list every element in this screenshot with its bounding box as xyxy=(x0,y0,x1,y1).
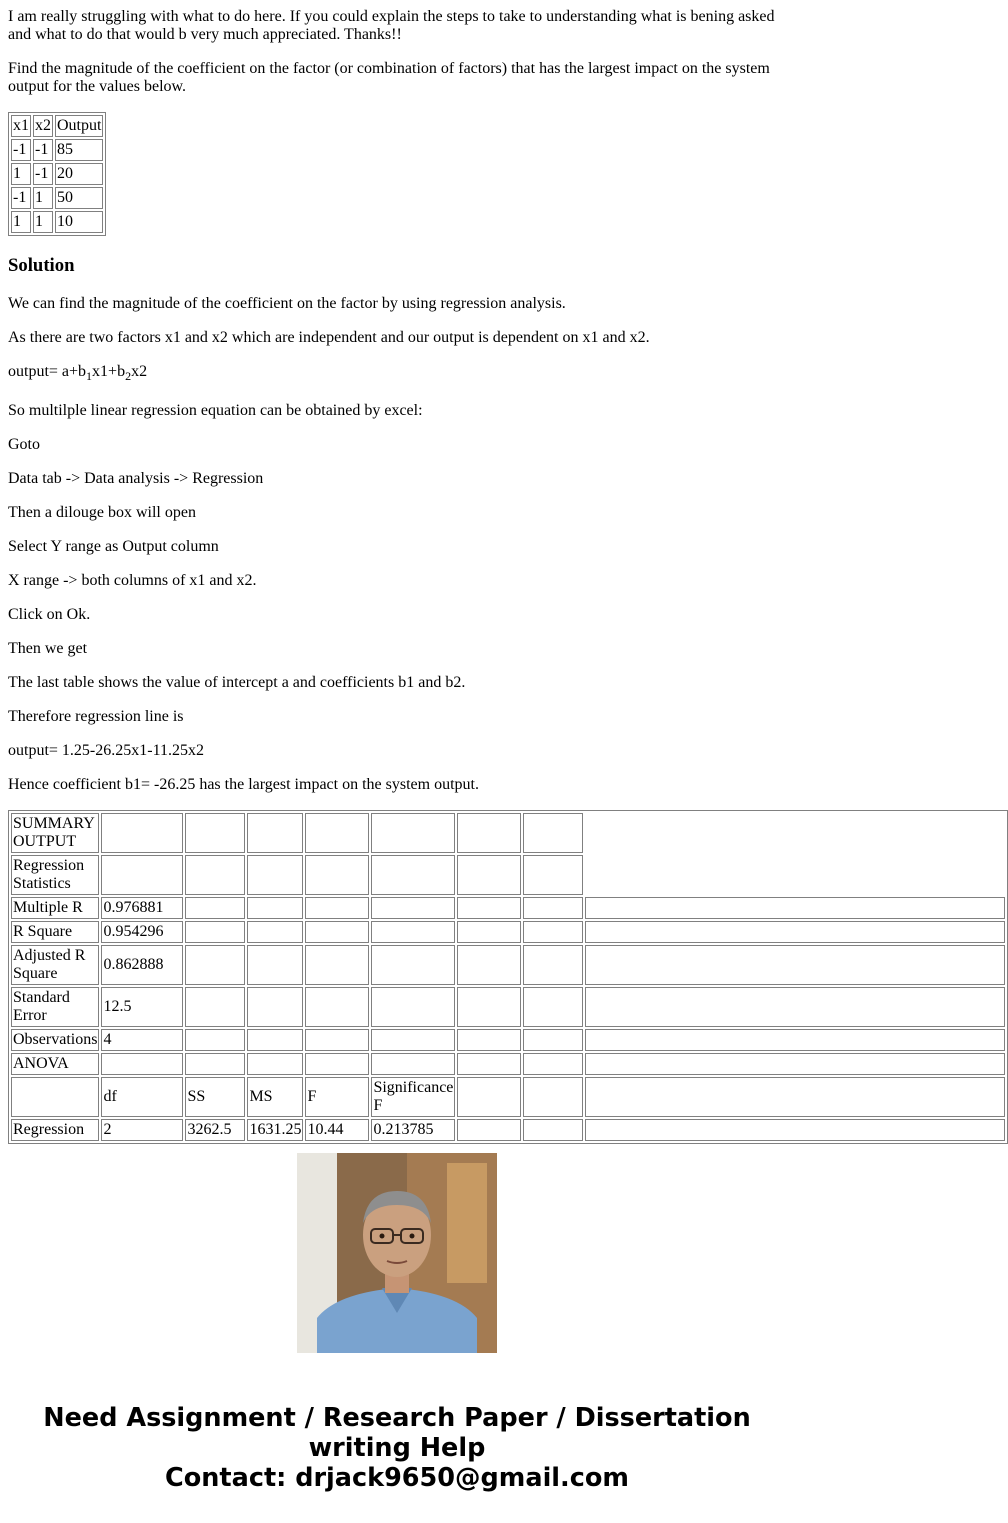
equation-part: x1+b xyxy=(92,363,126,380)
step-line: X range -> both columns of x1 and x2. xyxy=(8,572,257,589)
table-cell xyxy=(247,945,303,985)
anova-value: 1631.25 xyxy=(247,1119,303,1141)
stat-value: 4 xyxy=(101,1029,183,1051)
header-cell: Output xyxy=(55,115,103,137)
table-cell: -1 xyxy=(33,163,53,185)
summary-title: SUMMARY OUTPUT xyxy=(11,813,99,853)
step-line: Data tab -> Data analysis -> Regression xyxy=(8,470,264,487)
input-table xyxy=(8,112,106,236)
table-cell xyxy=(247,813,303,853)
table-row xyxy=(11,211,103,233)
header-cell: x2 xyxy=(33,115,53,137)
table-cell xyxy=(371,921,455,943)
table-cell xyxy=(371,1029,455,1051)
solution-heading: Solution xyxy=(8,255,75,276)
table-cell xyxy=(371,1053,455,1075)
step-line: Hence coefficient b1= -26.25 has the largest impact on the system output. xyxy=(8,776,479,793)
table-cell xyxy=(247,855,303,895)
table-cell xyxy=(585,945,1005,985)
footer-line: Need Assignment / Research Paper / Dissertation xyxy=(43,1403,751,1433)
table-cell: 1 xyxy=(11,163,31,185)
table-cell xyxy=(11,1077,99,1117)
table-header-row xyxy=(11,115,103,137)
table-row xyxy=(11,945,1005,985)
table-cell xyxy=(185,945,245,985)
table-cell: 20 xyxy=(55,163,103,185)
anova-header: SS xyxy=(185,1077,245,1117)
table-cell xyxy=(523,987,583,1027)
regression-equation xyxy=(8,363,148,384)
header-cell: x1 xyxy=(11,115,31,137)
table-row xyxy=(11,921,1005,943)
table-cell xyxy=(305,945,369,985)
table-cell xyxy=(371,987,455,1027)
table-cell xyxy=(305,1029,369,1051)
stat-label: R Square xyxy=(11,921,99,943)
table-cell xyxy=(523,1077,583,1117)
table-cell xyxy=(101,855,183,895)
table-cell xyxy=(305,855,369,895)
stat-label: Observations xyxy=(11,1029,99,1051)
footer-contact-email: Contact: drjack9650@gmail.com xyxy=(165,1463,629,1493)
table-cell xyxy=(101,1053,183,1075)
table-cell xyxy=(457,945,521,985)
table-row xyxy=(11,813,1005,853)
table-cell xyxy=(585,897,1005,919)
table-cell xyxy=(457,1119,521,1141)
table-row xyxy=(11,897,1005,919)
table-row xyxy=(11,1053,1005,1075)
table-cell xyxy=(305,813,369,853)
step-line: Therefore regression line is xyxy=(8,708,184,725)
stat-label: Standard Error xyxy=(11,987,99,1027)
equation-subscript: 1 xyxy=(86,369,93,384)
table-row xyxy=(11,855,1005,895)
table-cell: 1 xyxy=(11,211,31,233)
footer-contact xyxy=(0,1403,794,1493)
table-row xyxy=(11,163,103,185)
table-cell xyxy=(247,987,303,1027)
footer-line: writing Help xyxy=(308,1433,486,1463)
table-cell xyxy=(457,921,521,943)
table-cell xyxy=(585,813,1005,853)
table-cell xyxy=(305,1053,369,1075)
table-cell xyxy=(523,1119,583,1141)
step-line: output= 1.25-26.25x1-11.25x2 xyxy=(8,742,204,759)
table-cell xyxy=(305,897,369,919)
table-cell xyxy=(371,945,455,985)
table-cell xyxy=(585,921,1005,943)
table-cell xyxy=(247,897,303,919)
table-cell xyxy=(185,1029,245,1051)
anova-value: 10.44 xyxy=(305,1119,369,1141)
table-cell xyxy=(101,813,183,853)
table-cell: 1 xyxy=(33,187,53,209)
table-cell xyxy=(585,1119,1005,1141)
table-cell xyxy=(185,813,245,853)
step-line: Click on Ok. xyxy=(8,606,91,623)
question-intro: I am really struggling with what to do here. If you could explain the steps to take to understanding what is bening asked and what to do that would b very much appreciated. Thanks!! xyxy=(8,8,775,43)
table-row xyxy=(11,1077,1005,1117)
stat-label: Adjusted R Square xyxy=(11,945,99,985)
table-cell xyxy=(247,1029,303,1051)
anova-header: F xyxy=(305,1077,369,1117)
table-cell xyxy=(457,1053,521,1075)
equation-subscript: 2 xyxy=(125,369,132,384)
table-cell xyxy=(523,897,583,919)
solution-line: As there are two factors x1 and x2 which are independent and our output is dependent on x1 and x2. xyxy=(8,329,650,346)
table-cell xyxy=(457,813,521,853)
author-portrait-icon xyxy=(297,1153,497,1353)
table-cell xyxy=(457,855,521,895)
summary-output-table xyxy=(8,810,1008,1144)
table-cell xyxy=(585,1029,1005,1051)
anova-header: MS xyxy=(247,1077,303,1117)
anova-value: 2 xyxy=(101,1119,183,1141)
table-cell xyxy=(305,987,369,1027)
stat-label: Multiple R xyxy=(11,897,99,919)
stat-value: 0.862888 xyxy=(101,945,183,985)
stat-value: 0.976881 xyxy=(101,897,183,919)
summary-output-table-wrap xyxy=(8,810,794,1138)
table-row xyxy=(11,987,1005,1027)
anova-header: Significance F xyxy=(371,1077,455,1117)
step-line: Then a dilouge box will open xyxy=(8,504,196,521)
equation-part: output= a+b xyxy=(8,363,87,380)
equation-part: x2 xyxy=(131,363,148,380)
anova-value: 0.213785 xyxy=(371,1119,455,1141)
step-line: Goto xyxy=(8,436,40,453)
table-cell xyxy=(523,813,583,853)
table-cell xyxy=(371,855,455,895)
table-cell xyxy=(585,1053,1005,1075)
table-cell xyxy=(247,921,303,943)
table-row xyxy=(11,1029,1005,1051)
anova-row-label: Regression xyxy=(11,1119,99,1141)
table-cell: -1 xyxy=(11,187,31,209)
table-cell xyxy=(457,1029,521,1051)
anova-label: ANOVA xyxy=(11,1053,99,1075)
table-cell: 50 xyxy=(55,187,103,209)
table-cell xyxy=(523,855,583,895)
table-cell xyxy=(523,1053,583,1075)
question-task: Find the magnitude of the coefficient on the factor (or combination of factors) that has the largest impact on the system output for the values below. xyxy=(8,60,770,95)
table-cell xyxy=(523,945,583,985)
table-cell xyxy=(457,1077,521,1117)
table-cell xyxy=(457,987,521,1027)
table-cell xyxy=(523,1029,583,1051)
table-cell xyxy=(185,897,245,919)
stat-value: 0.954296 xyxy=(101,921,183,943)
step-line: The last table shows the value of intercept a and coefficients b1 and b2. xyxy=(8,674,466,691)
table-row xyxy=(11,139,103,161)
table-cell xyxy=(585,987,1005,1027)
table-cell xyxy=(247,1053,303,1075)
step-line: Then we get xyxy=(8,640,88,657)
table-cell xyxy=(185,855,245,895)
table-row xyxy=(11,1119,1005,1141)
author-avatar xyxy=(297,1153,497,1353)
reg-stats-label: Regression Statistics xyxy=(11,855,99,895)
table-cell xyxy=(457,897,521,919)
table-cell xyxy=(371,813,455,853)
table-cell: -1 xyxy=(11,139,31,161)
table-cell: -1 xyxy=(33,139,53,161)
stat-value: 12.5 xyxy=(101,987,183,1027)
table-cell xyxy=(305,921,369,943)
table-cell xyxy=(185,1053,245,1075)
table-cell xyxy=(523,921,583,943)
table-cell: 10 xyxy=(55,211,103,233)
table-row xyxy=(11,187,103,209)
solution-line: We can find the magnitude of the coefficient on the factor by using regression analysis. xyxy=(8,295,566,312)
table-cell xyxy=(185,987,245,1027)
table-cell xyxy=(585,1077,1005,1117)
table-cell: 1 xyxy=(33,211,53,233)
anova-header: df xyxy=(101,1077,183,1117)
table-cell xyxy=(371,897,455,919)
anova-value: 3262.5 xyxy=(185,1119,245,1141)
table-cell xyxy=(585,855,1005,895)
step-line: So multilple linear regression equation can be obtained by excel: xyxy=(8,402,423,419)
step-line: Select Y range as Output column xyxy=(8,538,219,555)
table-cell xyxy=(185,921,245,943)
table-cell: 85 xyxy=(55,139,103,161)
